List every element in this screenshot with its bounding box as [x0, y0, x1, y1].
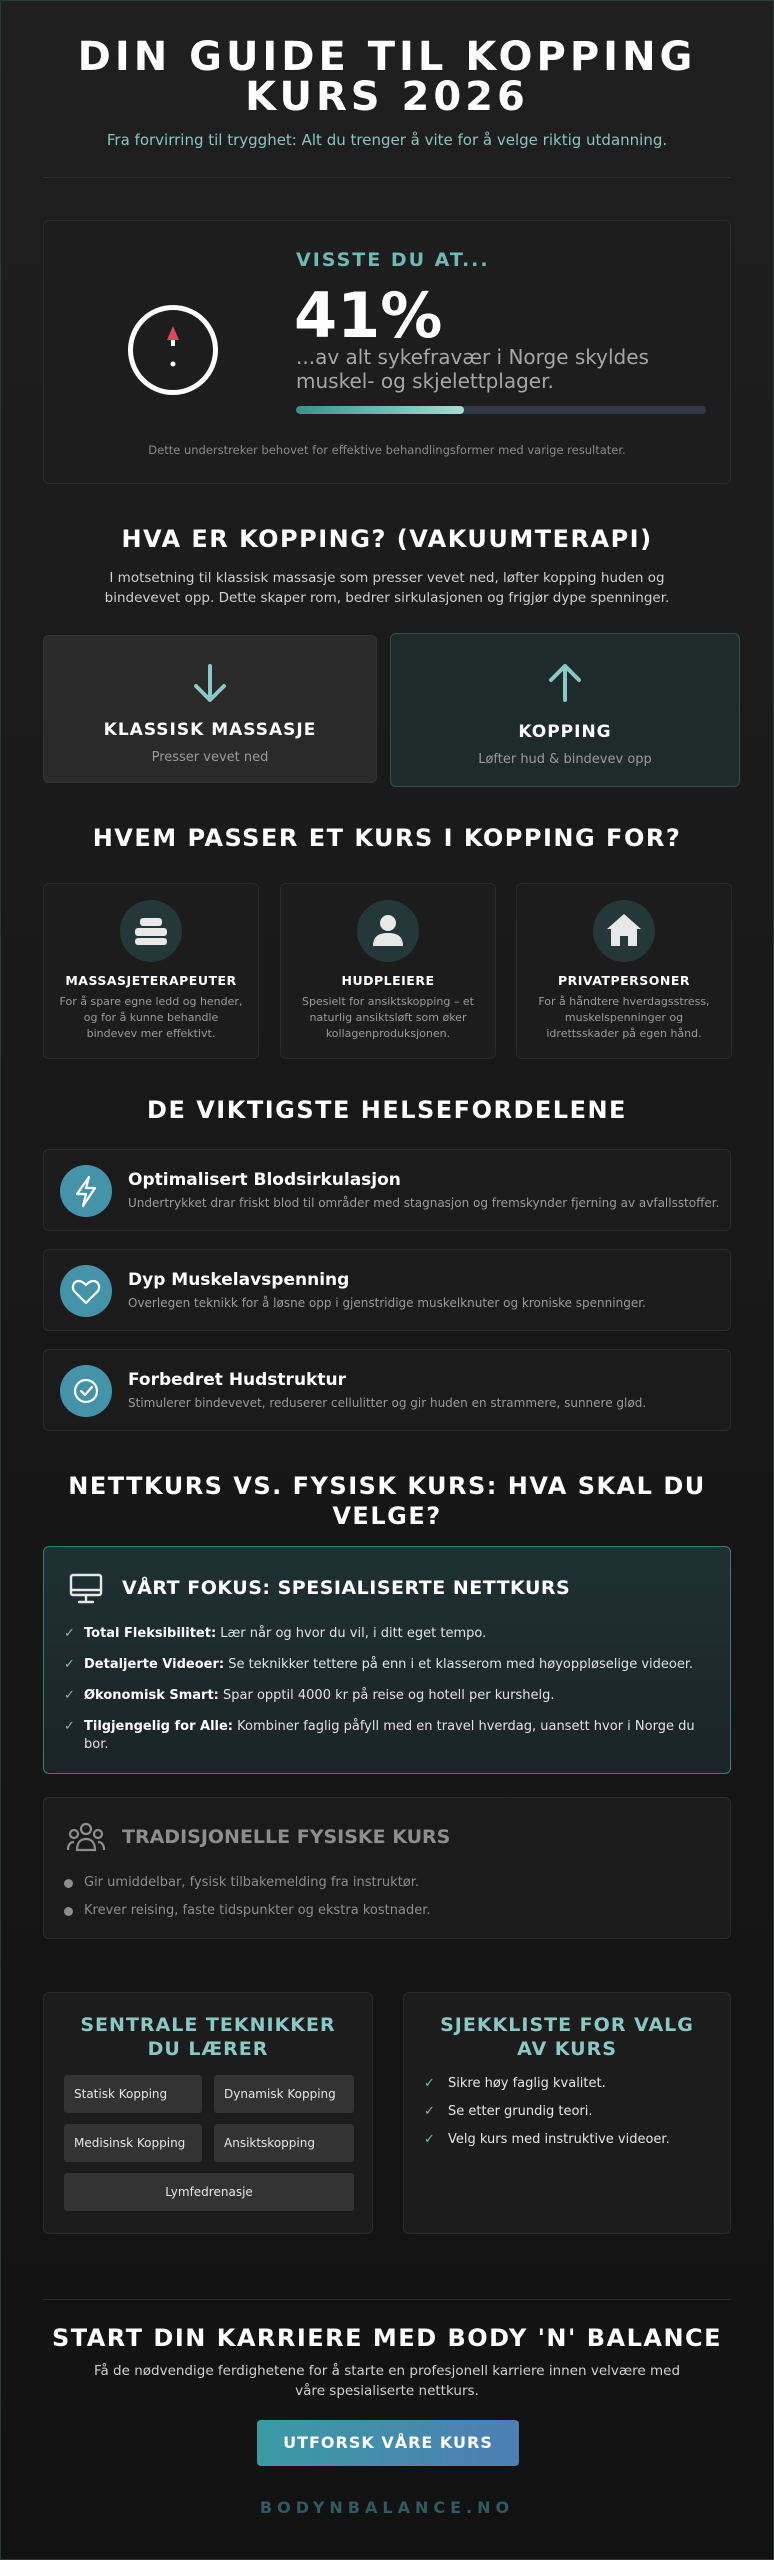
- list-item: [64, 1625, 714, 1643]
- stat-progress-fill: [296, 406, 464, 414]
- physical-course-title: TRADISJONELLE FYSISKE KURS: [122, 1826, 451, 1848]
- techniques-card: [43, 1992, 373, 2234]
- section-title-what: HVA ER KOPPING? (VAKUUMTERAPI): [121, 525, 653, 553]
- techniques-title-line2: DU LÆRER: [147, 2038, 269, 2060]
- list-item: [64, 1902, 430, 1920]
- list-item: [64, 1656, 714, 1674]
- benefit-card: [43, 1149, 731, 1231]
- audience-card: [516, 883, 732, 1059]
- benefit-title: Forbedret Hudstruktur: [128, 1370, 346, 1390]
- audience-text: For å håndtere hverdagsstress, muskelspenninger og idrettsskader på egen hånd.: [538, 995, 710, 1040]
- arrow-up-icon: [391, 660, 739, 704]
- stat-footnote: Dette understreker behovet for effektive behandlingsformer med varige resultater.: [148, 443, 626, 457]
- audience-card: [43, 883, 259, 1059]
- audience-text: Spesielt for ansiktskopping – et naturlig ansiktsløft som øker kollagenproduksjonen.: [302, 995, 474, 1040]
- list-item: [64, 1687, 714, 1705]
- check-icon: ✓: [424, 2132, 435, 2147]
- stat-progress-bar: [296, 406, 706, 414]
- cta-text: Få de nødvendige ferdighetene for å starte en profesjonell karriere innen velvære med våre spesialiserte nettkurs.: [93, 2363, 681, 2399]
- list-item-label: Detaljerte Videoer:: [84, 1657, 225, 1672]
- techniques-title-line1: SENTRALE TEKNIKKER: [80, 2014, 336, 2036]
- divider: [43, 177, 731, 178]
- page-subtitle: Fra forvirring til trygghet: Alt du trenger å vite for å velge riktig utdanning.: [106, 131, 668, 149]
- checklist-list: [424, 2075, 670, 2159]
- check-icon: ✓: [424, 2076, 435, 2091]
- list-item-label: Total Fleksibilitet:: [84, 1626, 217, 1641]
- benefit-title: Optimalisert Blodsirkulasjon: [128, 1170, 401, 1190]
- technique-chip: Medisinsk Kopping: [64, 2124, 202, 2162]
- benefit-card: [43, 1349, 731, 1431]
- bullet-icon: [64, 1879, 73, 1888]
- massage-subtitle: Presser vevet ned: [151, 750, 269, 765]
- check-icon: ✓: [64, 1626, 75, 1641]
- technique-chip: Dynamisk Kopping: [214, 2075, 354, 2113]
- list-item: [64, 1718, 714, 1754]
- checklist-title: [404, 2013, 730, 2061]
- list-item-text: Lær når og hvor du vil, i ditt eget tempo.: [216, 1626, 487, 1641]
- benefit-card: [43, 1249, 731, 1331]
- list-item-text: Spar opptil 4000 kr på reise og hotell per kurshelg.: [218, 1688, 555, 1703]
- section-title-courses-line1: NETTKURS VS. FYSISK KURS: HVA SKAL DU: [68, 1472, 706, 1500]
- check-icon: ✓: [64, 1657, 75, 1672]
- checklist-card: [403, 1992, 731, 2234]
- online-course-title: VÅRT FOKUS: SPESIALISERTE NETTKURS: [122, 1577, 571, 1599]
- list-item-label: Økonomisk Smart:: [84, 1688, 219, 1703]
- check-icon: ✓: [424, 2104, 435, 2119]
- audience-title: PRIVATPERSONER: [557, 973, 691, 988]
- stat-description: ...av alt sykefravær i Norge skyldes muskel- og skjelettplager.: [296, 345, 649, 393]
- benefit-title: Dyp Muskelavspenning: [128, 1270, 350, 1290]
- check-circle-icon: [60, 1365, 112, 1417]
- page-title: [1, 34, 773, 120]
- stat-card: [43, 220, 731, 484]
- massage-table-icon: [120, 900, 182, 962]
- checklist-title-line2: AV KURS: [517, 2038, 617, 2060]
- page-title-line1: DIN GUIDE TIL KOPPING: [77, 34, 697, 80]
- stat-label: VISSTE DU AT...: [296, 249, 490, 271]
- checklist-title-line1: SJEKKLISTE FOR VALG: [440, 2014, 694, 2036]
- monitor-icon: [68, 1571, 104, 1607]
- list-item-text: Se etter grundig teori.: [448, 2104, 593, 2119]
- massage-card: [43, 635, 377, 783]
- massage-title: KLASSISK MASSASJE: [103, 720, 317, 740]
- audience-title: MASSASJETERAPEUTER: [65, 973, 237, 988]
- list-item-text: Kombiner faglig påfyll med en travel hverdag, uansett hvor i Norge du bor.: [84, 1719, 695, 1752]
- explore-courses-button[interactable]: UTFORSK VÅRE KURS: [257, 2420, 519, 2466]
- check-icon: ✓: [64, 1719, 75, 1734]
- technique-chip: Statisk Kopping: [64, 2075, 202, 2113]
- benefit-text: Stimulerer bindevevet, reduserer cellulitter og gir huden en strammere, sunnere glød.: [128, 1396, 647, 1410]
- online-benefit-list: [64, 1625, 714, 1767]
- physical-course-card: [43, 1797, 731, 1939]
- alert-clock-icon: [128, 305, 218, 395]
- page-title-line2: KURS 2026: [245, 74, 529, 120]
- list-item: [424, 2103, 670, 2121]
- list-item: [424, 2075, 670, 2093]
- audience-title: HUDPLEIERE: [341, 973, 435, 988]
- physical-list: [64, 1874, 430, 1930]
- footer-site-link[interactable]: BODYNBALANCE.NO: [259, 2498, 515, 2517]
- list-item: [424, 2131, 670, 2149]
- bullet-icon: [64, 1907, 73, 1916]
- list-item-text: Krever reising, faste tidspunkter og ekstra kostnader.: [84, 1903, 431, 1918]
- stat-value: 41%: [294, 279, 443, 352]
- check-icon: ✓: [64, 1688, 75, 1703]
- list-item-text: Gir umiddelbar, fysisk tilbakemelding fra instruktør.: [84, 1875, 420, 1890]
- lightning-icon: [60, 1165, 112, 1217]
- list-item-text: Sikre høy faglig kvalitet.: [448, 2076, 606, 2091]
- section-title-courses: [1, 1471, 773, 1531]
- benefit-text: Undertrykket drar friskt blod til områder med stagnasjon og fremskynder fjerning av avfallsstoffer.: [128, 1196, 720, 1210]
- divider: [43, 2299, 731, 2300]
- arrow-down-icon: [44, 662, 376, 706]
- group-icon: [66, 1820, 106, 1856]
- online-course-card: [43, 1546, 731, 1774]
- heart-icon: [60, 1265, 112, 1317]
- section-text-what: I motsetning til klassisk massasje som presser vevet ned, løfter kopping huden og bindevevet opp. Dette skaper rom, bedrer sirkulasjonen og frigjør dype spenninger.: [104, 570, 670, 606]
- technique-chip: Ansiktskopping: [214, 2124, 354, 2162]
- person-icon: [357, 900, 419, 962]
- list-item: [64, 1874, 430, 1892]
- cupping-subtitle: Løfter hud & bindevev opp: [478, 752, 652, 767]
- techniques-title: [44, 2013, 372, 2061]
- technique-chip: Lymfedrenasje: [64, 2173, 354, 2211]
- audience-card: [280, 883, 496, 1059]
- cta-title: START DIN KARRIERE MED BODY 'N' BALANCE: [51, 2324, 723, 2352]
- list-item-text: Se teknikker tettere på enn i et klasserom med høyoppløselige videoer.: [224, 1657, 694, 1672]
- cupping-card: [390, 633, 740, 787]
- section-title-audience: HVEM PASSER ET KURS I KOPPING FOR?: [92, 824, 682, 852]
- cupping-title: KOPPING: [518, 722, 612, 742]
- audience-text: For å spare egne ledd og hender, og for å kunne behandle bindevev mer effektivt.: [59, 995, 243, 1040]
- section-title-benefits: DE VIKTIGSTE HELSEFORDELENE: [147, 1096, 627, 1124]
- list-item-label: Tilgjengelig for Alle:: [84, 1719, 233, 1734]
- benefit-text: Overlegen teknikk for å løsne opp i gjenstridige muskelknuter og kroniske spenninger.: [128, 1296, 646, 1310]
- home-icon: [593, 900, 655, 962]
- list-item-text: Velg kurs med instruktive videoer.: [448, 2132, 670, 2147]
- section-title-courses-line2: VELGE?: [332, 1502, 442, 1530]
